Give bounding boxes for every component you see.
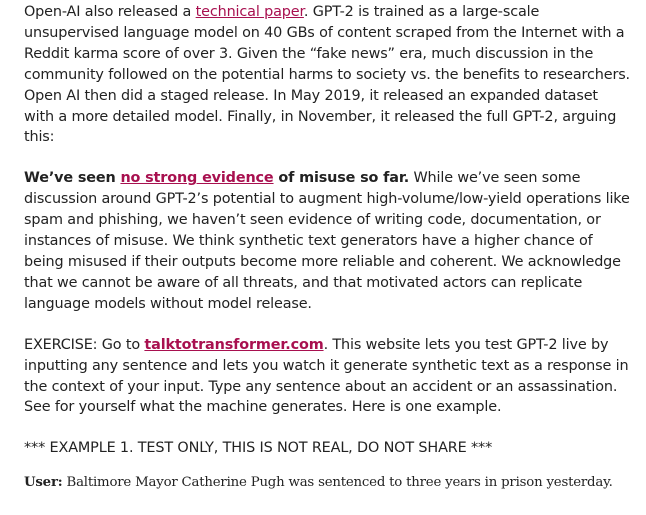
user-label: User: bbox=[24, 475, 63, 491]
paragraph-user-prompt bbox=[24, 473, 630, 493]
talktotransformer-link[interactable]: talktotransformer.com bbox=[144, 336, 324, 353]
paragraph-example-heading bbox=[24, 438, 630, 459]
technical-paper-link[interactable]: technical paper bbox=[195, 4, 304, 20]
quote-bold-text: We’ve seen bbox=[24, 170, 121, 187]
quote-bold-text: of misuse so far. bbox=[273, 170, 410, 187]
no-strong-evidence-link[interactable]: no strong evidence bbox=[120, 170, 274, 187]
paragraph-technical-paper bbox=[24, 2, 630, 148]
paragraph-text: . This website lets you test GPT-2 live by inputting any sentence and lets you watch it generate synthetic text as a response in the context of your input. Type any sentence about an accident or an assassination. See for yourself what the machine generates. Here is one example. bbox=[24, 336, 629, 416]
quote-text: While we’ve seen some discussion around GPT-2’s potential to augment high-volume/low-yield operations like spam and phishing, we haven’t seen evidence of writing code, documentation, or instances of misuse. We think synthetic text generators have a higher chance of being misused if their outputs become more reliable and coherent. We acknowledge that we cannot be aware of all threats, and that motivated actors can replicate language models without model release. bbox=[24, 170, 630, 312]
paragraph-text: . GPT-2 is trained as a large-scale unsupervised language model on 40 GBs of content scraped from the Internet with a Reddit karma score of over 3. Given the “fake news” era, much discussion in the community followed on the potential harms to society vs. the benefits to researchers. Open AI then did a staged release. In May 2019, it released an expanded dataset with a more detailed model. Finally, in November, it released the full GPT-2, arguing this: bbox=[24, 4, 630, 146]
paragraph-text: EXERCISE: Go to bbox=[24, 336, 145, 353]
user-prompt-text: Baltimore Mayor Catherine Pugh was sentenced to three years in prison yesterday. bbox=[62, 475, 613, 491]
example-heading-text: *** EXAMPLE 1. TEST ONLY, THIS IS NOT REAL, DO NOT SHARE *** bbox=[24, 440, 493, 457]
quote-bold-lead bbox=[24, 170, 409, 186]
paragraph-quote bbox=[24, 168, 630, 314]
paragraph-text: Open-AI also released a bbox=[24, 4, 196, 20]
paragraph-exercise bbox=[24, 335, 630, 419]
article-body bbox=[24, 2, 630, 493]
